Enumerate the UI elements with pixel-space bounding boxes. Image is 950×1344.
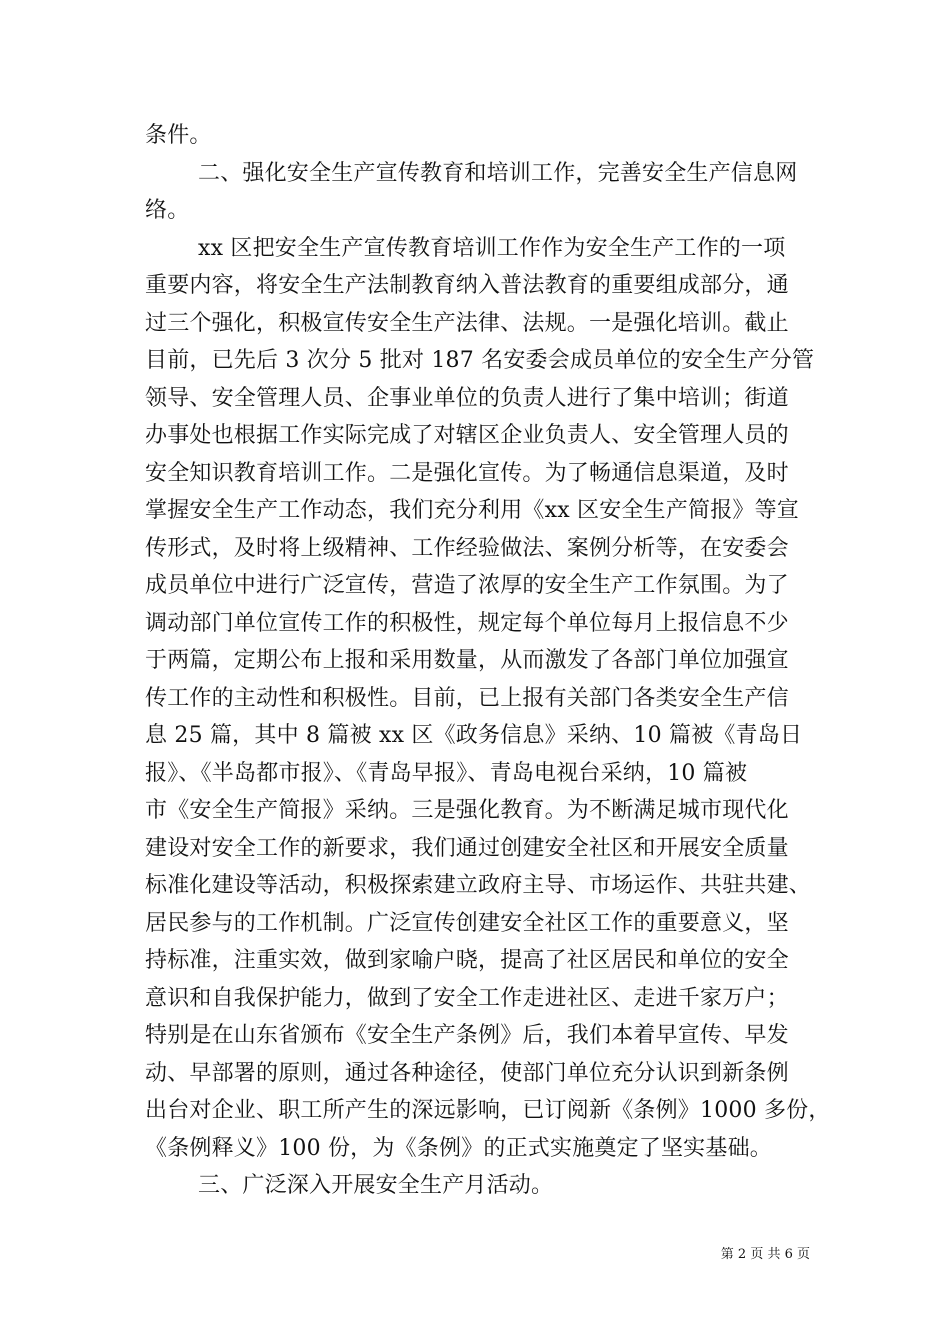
text-line: 特别是在山东省颁布《安全生产条例》后，我们本着早宣传、早发	[145, 1023, 789, 1048]
text-line: 报》、《半岛都市报》、《青岛早报》、青岛电视台采纳，10 篇被	[145, 761, 748, 786]
text-line: 办事处也根据工作实际完成了对辖区企业负责人、安全管理人员的	[145, 423, 789, 448]
text-line: 过三个强化，积极宣传安全生产法律、法规。一是强化培训。截止	[145, 311, 789, 336]
text-line: 传形式，及时将上级精神、工作经验做法、案例分析等，在安委会	[145, 536, 789, 561]
section-heading: 二、强化安全生产宣传教育和培训工作，完善安全生产信息网	[198, 161, 798, 186]
text-line: 市《安全生产简报》采纳。三是强化教育。为不断满足城市现代化	[145, 798, 789, 823]
text-line: 调动部门单位宣传工作的积极性，规定每个单位每月上报信息不少	[145, 611, 789, 636]
text-line: 掌握安全生产工作动态，我们充分利用《xx 区安全生产简报》等宣	[145, 498, 800, 523]
text-line: 动、早部署的原则，通过各种途径，使部门单位充分认识到新条例	[145, 1061, 789, 1086]
section-heading: 三、广泛深入开展安全生产月活动。	[198, 1173, 554, 1198]
text-line: 于两篇，定期公布上报和采用数量，从而激发了各部门单位加强宣	[145, 648, 789, 673]
text-line: 领导、安全管理人员、企事业单位的负责人进行了集中培训；街道	[145, 386, 789, 411]
text-line: 成员单位中进行广泛宣传，营造了浓厚的安全生产工作氛围。为了	[145, 573, 789, 598]
text-line: 传工作的主动性和积极性。目前，已上报有关部门各类安全生产信	[145, 686, 789, 711]
text-line: 居民参与的工作机制。广泛宣传创建安全社区工作的重要意义，坚	[145, 911, 789, 936]
text-line: 《条例释义》100 份，为《条例》的正式实施奠定了坚实基础。	[145, 1136, 772, 1161]
text-line: 建设对安全工作的新要求，我们通过创建安全社区和开展安全质量	[145, 836, 789, 861]
text-line: 目前，已先后 3 次分 5 批对 187 名安委会成员单位的安全生产分管	[145, 348, 815, 373]
page-number-footer: 第 2 页 共 6 页	[720, 1247, 810, 1262]
text-line: 重要内容，将安全生产法制教育纳入普法教育的重要组成部分，通	[145, 273, 789, 298]
text-line: 息 25 篇，其中 8 篇被 xx 区《政务信息》采纳、10 篇被《青岛日	[145, 723, 803, 748]
text-line: 持标准，注重实效，做到家喻户晓，提高了社区居民和单位的安全	[145, 948, 789, 973]
text-line: 出台对企业、职工所产生的深远影响，已订阅新《条例》1000 多份，	[145, 1098, 831, 1123]
text-line: 标准化建设等活动，积极探索建立政府主导、市场运作、共驻共建、	[145, 873, 812, 898]
text-line: 条件。	[145, 123, 212, 148]
paragraph-start: xx 区把安全生产宣传教育培训工作作为安全生产工作的一项	[198, 236, 786, 261]
text-line: 意识和自我保护能力，做到了安全工作走进社区、走进千家万户；	[145, 986, 789, 1011]
text-line: 安全知识教育培训工作。二是强化宣传。为了畅通信息渠道，及时	[145, 461, 789, 486]
text-line: 络。	[145, 198, 190, 223]
